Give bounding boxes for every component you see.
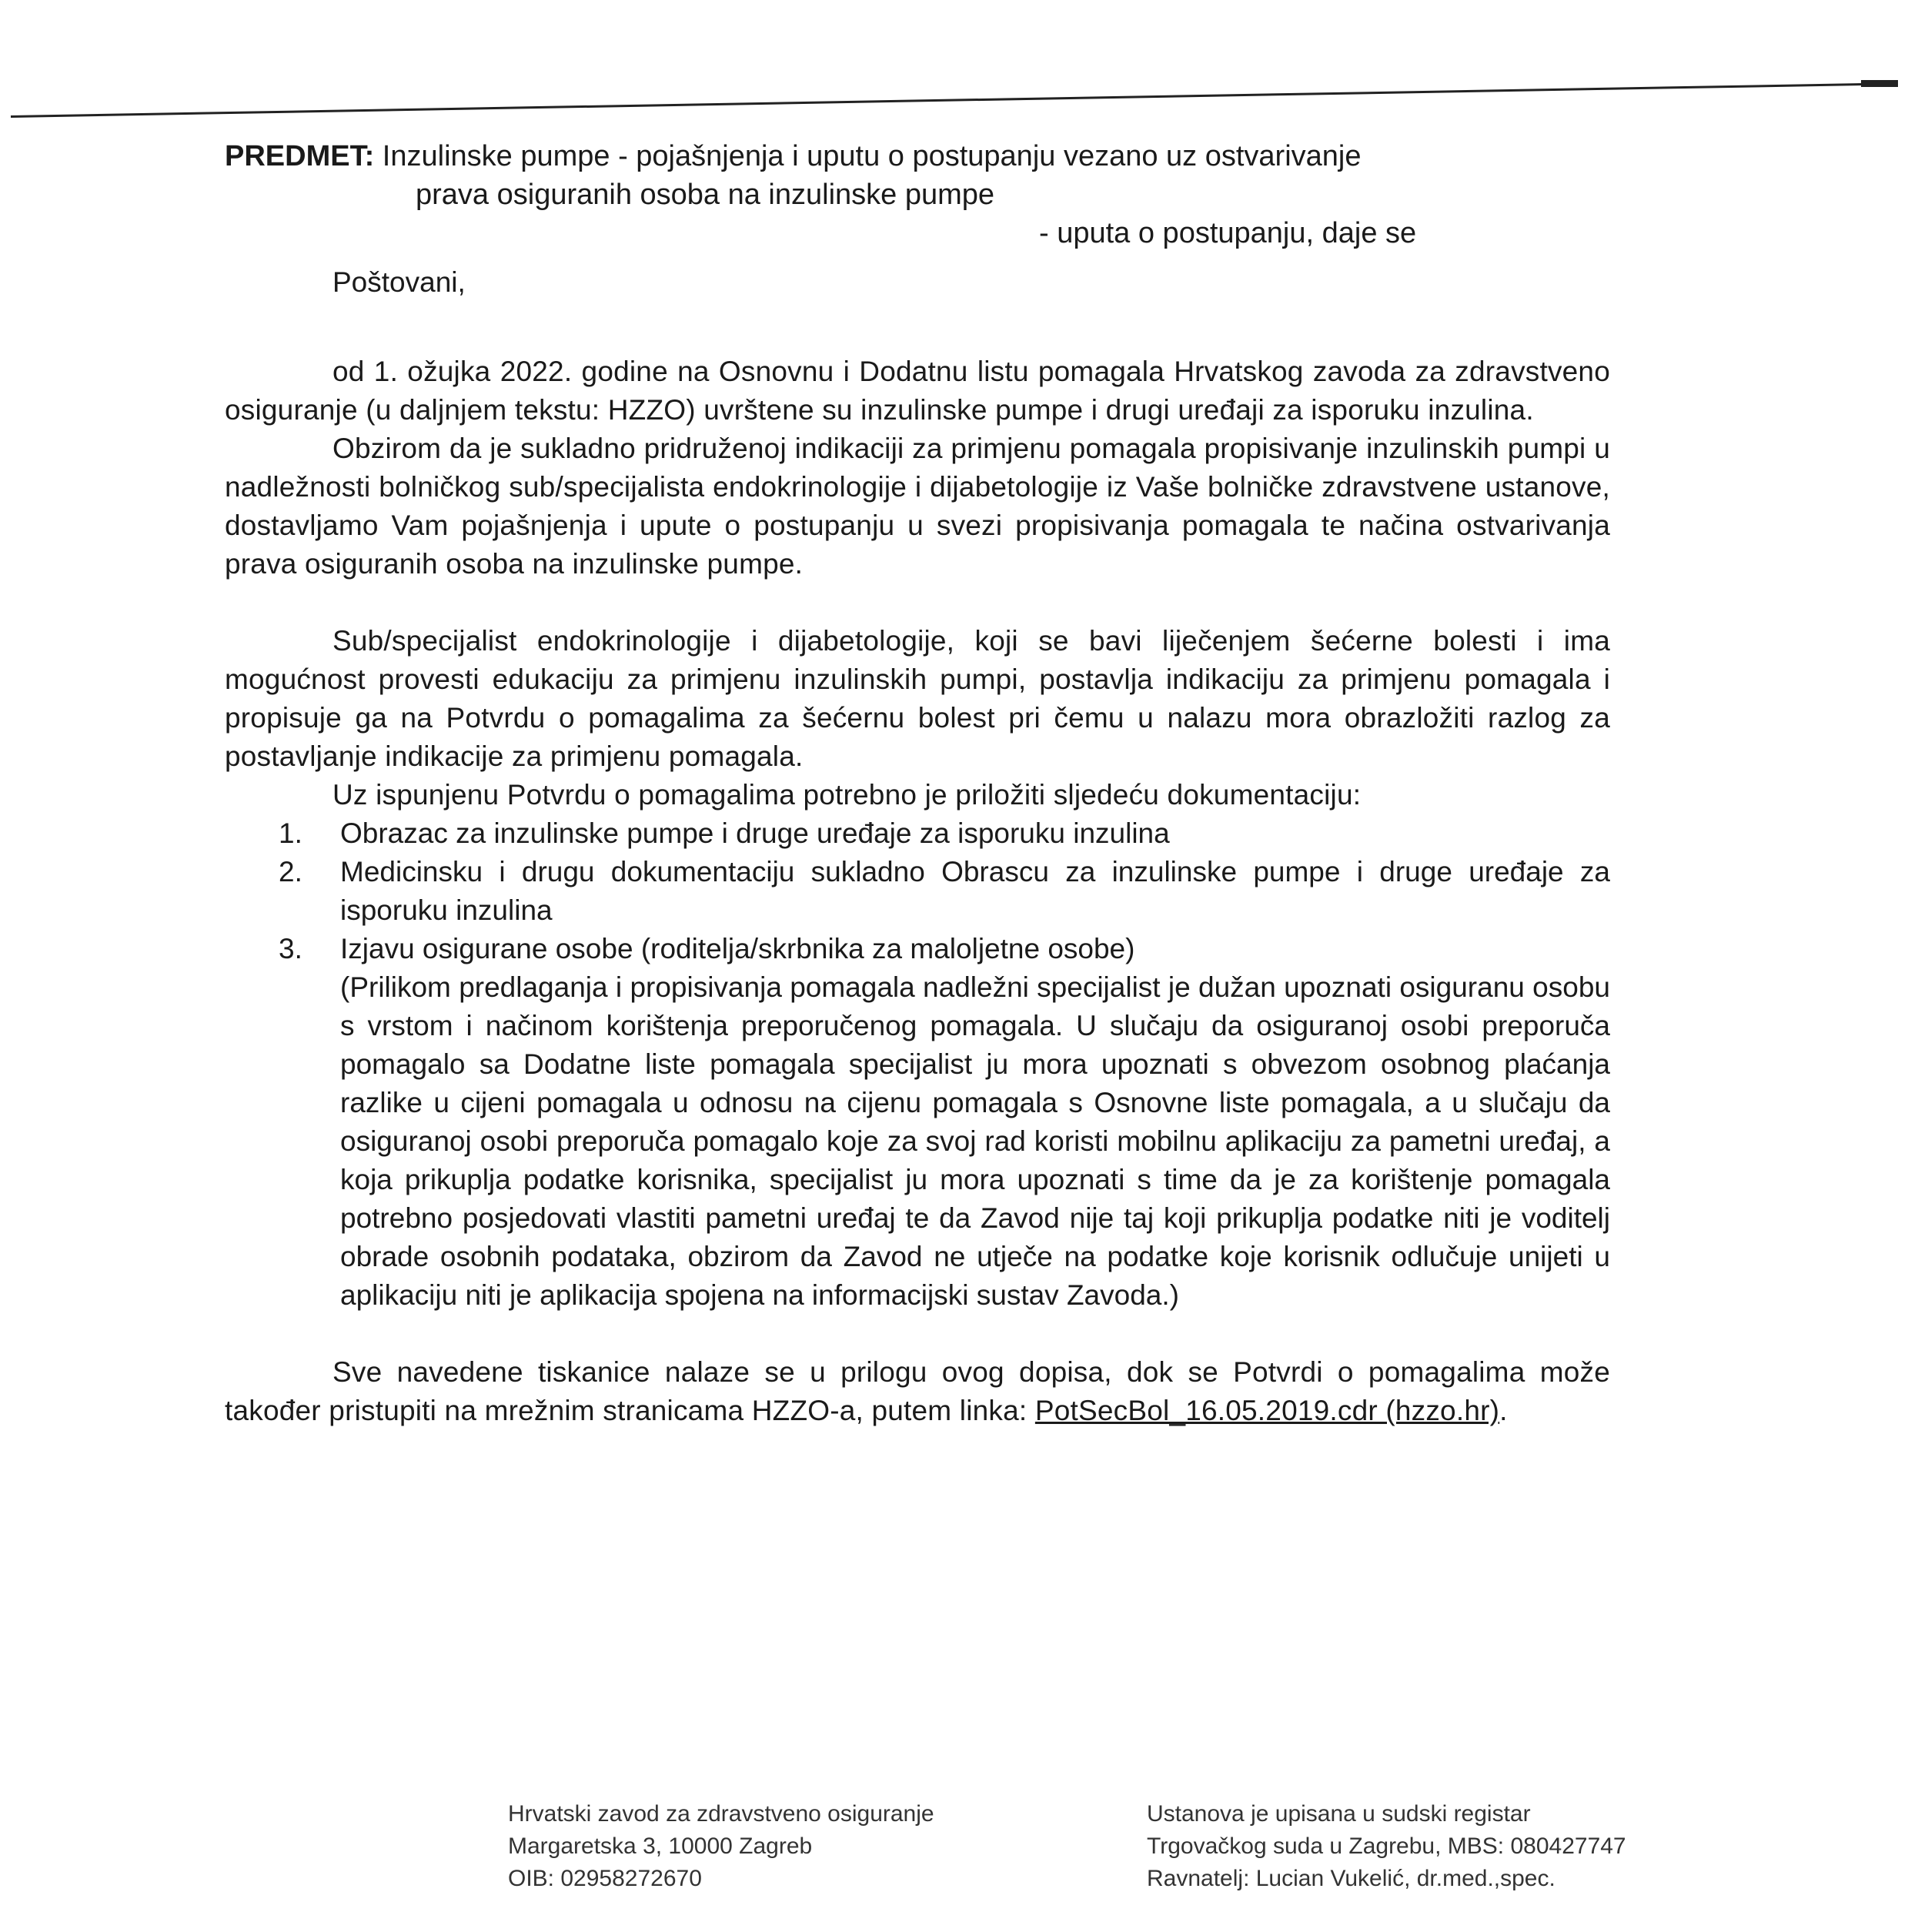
list-item-number: 1.	[279, 817, 302, 849]
list-item	[279, 930, 1610, 968]
closing-text: Sve navedene tiskanice nalaze se u prilogu ovog dopisa, dok se Potvrdi o pomagalima može također pristupiti na mrežnim stranicama HZZO-a, putem linka:	[225, 1356, 1610, 1426]
footer-institution	[508, 1798, 934, 1895]
footer-registry	[1147, 1798, 1626, 1895]
footer-line: Ustanova je upisana u sudski registar	[1147, 1801, 1531, 1827]
paragraph-specialist: Sub/specijalist endokrinologije i dijabetologije, koji se bavi liječenjem šećerne bolesti i ima mogućnost provesti edukaciju za primjenu inzulinskih pumpi, postavlja indikaciju za primjenu pomagala i propisuje ga na Potvrdu o pomagalima za šećernu bolest pri čemu u nalazu mora obrazložiti razlog za postavljanje indikacije za primjenu pomagala.	[225, 625, 1610, 772]
subject-line-2: prava osiguranih osoba na inzulinske pumpe	[416, 179, 995, 211]
footer-line: OIB: 02958272670	[508, 1866, 702, 1891]
list-item-text: Obrazac za inzulinske pumpe i druge uređaje za isporuku inzulina	[340, 817, 1170, 849]
header-rule	[11, 82, 1889, 118]
list-item-number: 3.	[279, 933, 302, 964]
subject-line-1: Inzulinske pumpe - pojašnjenja i uputu o postupanju vezano uz ostvarivanje	[382, 140, 1362, 172]
list-item-number: 2.	[279, 856, 302, 887]
footer-line: Ravnatelj: Lucian Vukelić, dr.med.,spec.	[1147, 1866, 1555, 1891]
list-item-text: Izjavu osigurane osobe (roditelja/skrbnika za maloljetne osobe)	[340, 933, 1135, 964]
greeting: Poštovani,	[332, 266, 466, 298]
letter-body	[225, 137, 1610, 1430]
list-item	[279, 814, 1610, 853]
list-item-text: Medicinsku i drugu dokumentaciju sukladno Obrascu za inzulinske pumpe i druge uređaje za isporuku inzulina	[340, 856, 1610, 926]
subject-block	[225, 137, 1610, 252]
subject-label: PREDMET:	[225, 140, 375, 172]
closing-punctuation: .	[1499, 1395, 1508, 1426]
note-paragraph: (Prilikom predlaganja i propisivanja pomagala nadležni specijalist je dužan upoznati osiguranu osobu s vrstom i načinom korištenja preporučenog pomagala. U slučaju da osiguranoj osobi preporuča pomagalo sa Dodatne liste pomagala specijalist ju mora upoznati s obvezom osobnog plaćanja razlike u cijeni pomagala u odnosu na cijenu pomagala s Osnovne liste pomagala, a u slučaju da osiguranoj osobi preporuča pomagalo koje za svoj rad koristi mobilnu aplikaciju za pametni uređaj, a koja prikuplja podatke korisnika, specijalist ju mora upoznati s time da je za korištenje pomagala potrebno posjedovati vlastiti pametni uređaj te da Zavod nije taj koji prikuplja podatke niti je voditelj obrade osobnih podataka, obzirom da Zavod ne utječe na podatke koje korisnik odlučuje unijeti u aplikaciju niti je aplikacija spojena na informacijski sustav Zavoda.)	[340, 971, 1610, 1311]
footer-line: Trgovačkog suda u Zagrebu, MBS: 080427747	[1147, 1833, 1626, 1859]
form-link[interactable]: PotSecBol_16.05.2019.cdr (hzzo.hr)	[1034, 1395, 1500, 1426]
subject-line-3: - uputa o postupanju, daje se	[1039, 217, 1417, 249]
document-list	[279, 814, 1610, 968]
paragraph-intro: od 1. ožujka 2022. godine na Osnovnu i Dodatnu listu pomagala Hrvatskog zavoda za zdravstveno osiguranje (u daljnjem tekstu: HZZO) uvrštene su inzulinske pumpe i drugi uređaji za isporuku inzulina.	[225, 356, 1610, 426]
footer-line: Hrvatski zavod za zdravstveno osiguranje	[508, 1801, 934, 1827]
footer-line: Margaretska 3, 10000 Zagreb	[508, 1833, 813, 1859]
paragraph-attachments-intro: Uz ispunjenu Potvrdu o pomagalima potrebno je priložiti sljedeću dokumentaciju:	[332, 779, 1362, 811]
paragraph-context: Obzirom da je sukladno pridruženoj indikaciji za primjenu pomagala propisivanje inzulinskih pumpi u nadležnosti bolničkog sub/specijalista endokrinologije i dijabetologije iz Vaše bolničke zdravstvene ustanove, dostavljamo Vam pojašnjenja i upute o postupanju u svezi propisivanja pomagala te načina ostvarivanja prava osiguranih osoba na inzulinske pumpe.	[225, 433, 1610, 580]
list-item	[279, 853, 1610, 930]
paragraph-closing	[225, 1353, 1610, 1430]
header-rule-end	[1861, 80, 1898, 87]
